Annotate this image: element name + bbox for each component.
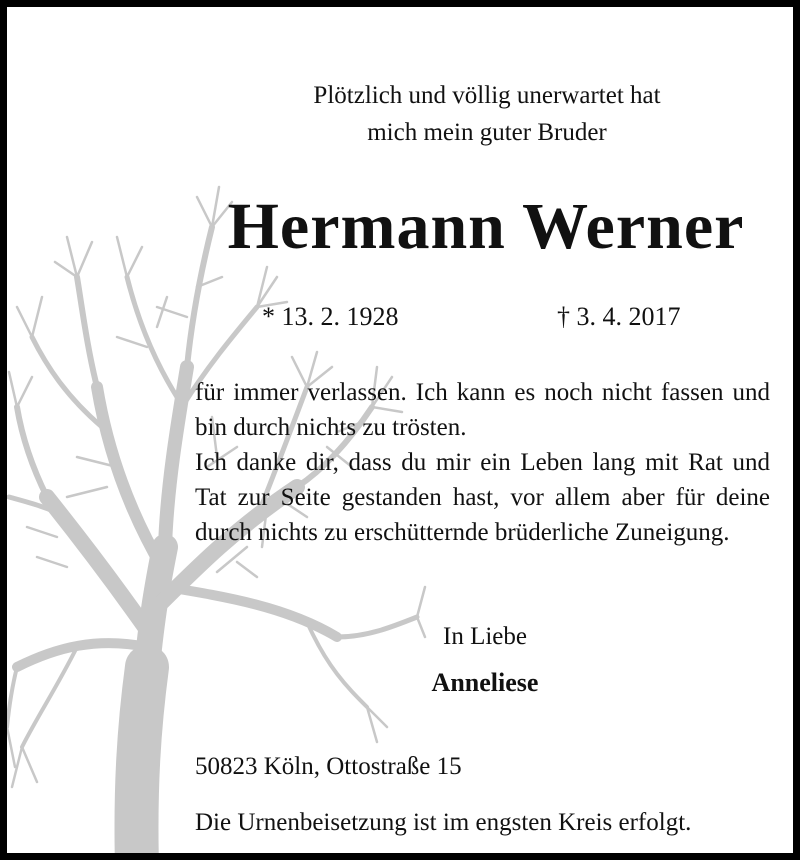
intro-text <box>277 77 697 151</box>
intro-line-2: mich mein guter Bruder <box>367 119 607 146</box>
birth-date: * 13. 2. 1928 <box>262 302 399 331</box>
death-date: † 3. 4. 2017 <box>557 302 681 331</box>
intro-line-1: Plötzlich und völlig unerwartet hat <box>313 82 661 109</box>
burial-note: Die Urnenbeisetzung ist im engsten Kreis erfolgt. <box>195 809 692 836</box>
body-paragraph-1: für immer verlassen. Ich kann es noch nicht fassen und bin durch nichts zu trösten. <box>195 379 770 441</box>
address: 50823 Köln, Ottostraße 15 <box>195 753 462 780</box>
deceased-name: Hermann Werner <box>227 190 745 263</box>
signer-name: Anneliese <box>431 668 539 697</box>
closing-phrase: In Liebe <box>443 623 527 650</box>
body-paragraph-2: Ich danke dir, dass du mir ein Leben lang mit Rat und Tat zur Seite gestanden hast, vor allem aber für deine durch nichts zu erschütternde brüderliche Zuneigung. <box>195 449 770 546</box>
